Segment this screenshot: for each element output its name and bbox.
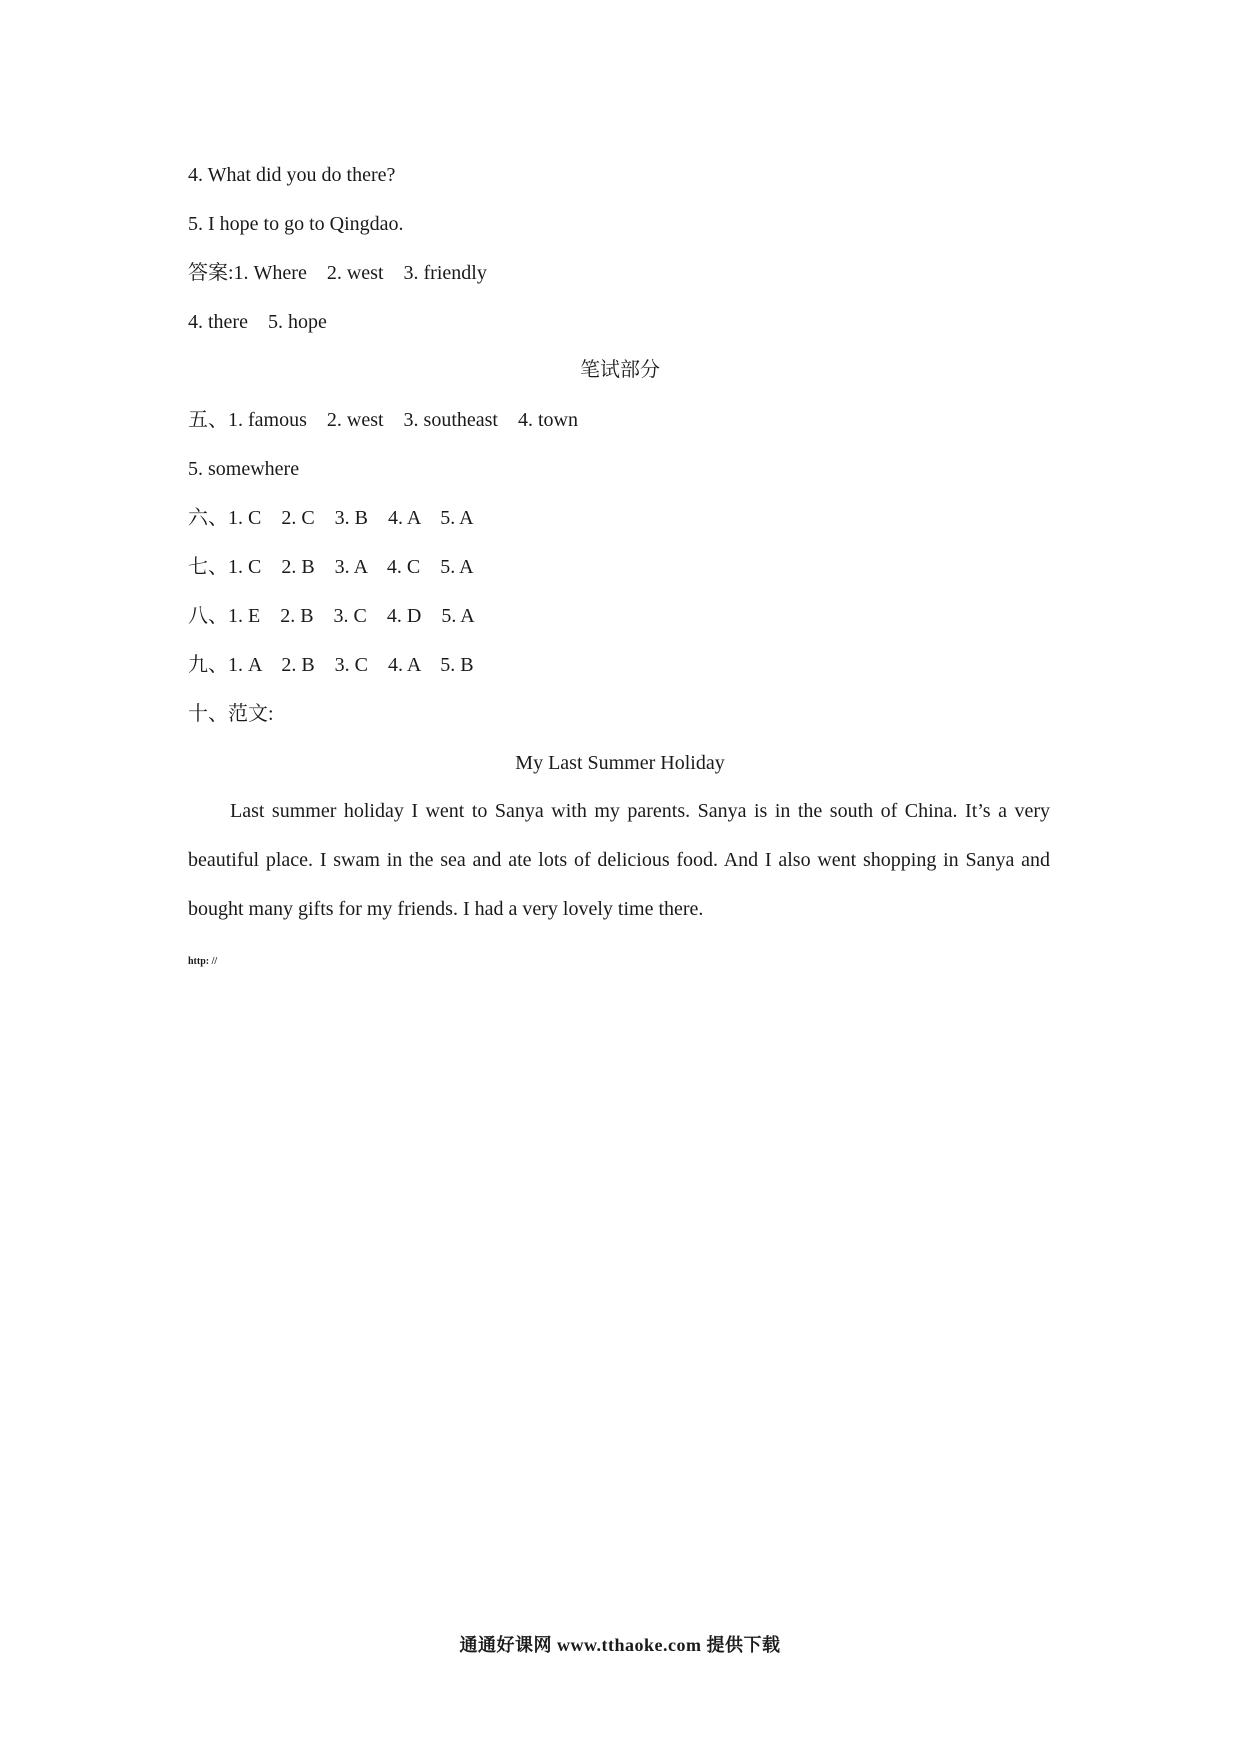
listening-answers-line-1: 答案:1. Where 2. west 3. friendly — [188, 262, 487, 284]
answer-q7: 七、1. C 2. B 3. A 4. C 5. A — [188, 556, 474, 578]
footer-credit: 通通好课网 www.tthaoke.com 提供下载 — [459, 1635, 781, 1655]
written-section-heading: 笔试部分 — [580, 359, 660, 381]
answer-q10-label: 十、范文: — [188, 703, 274, 725]
answer-q5-line-1: 五、1. famous 2. west 3. southeast 4. town — [188, 409, 578, 431]
answer-q8: 八、1. E 2. B 3. C 4. D 5. A — [188, 605, 475, 627]
essay-body: Last summer holiday I went to Sanya with my parents. Sanya is in the south of China. It’s a very beautiful place. I swam in the sea and ate lots of delicious food. And I also went shopping in Sanya and bought many gifts for my friends. I had a very lovely time there. — [188, 800, 1050, 920]
answer-q5-line-2: 5. somewhere — [188, 458, 300, 480]
essay-title: My Last Summer Holiday — [515, 752, 725, 774]
answer-q6: 六、1. C 2. C 3. B 4. A 5. A — [188, 507, 474, 529]
listening-line-5: 5. I hope to go to Qingdao. — [188, 213, 404, 235]
listening-line-4: 4. What did you do there? — [188, 164, 396, 186]
answer-q9: 九、1. A 2. B 3. C 4. A 5. B — [188, 654, 474, 676]
small-link-text: http: // — [188, 956, 218, 967]
listening-answers-line-2: 4. there 5. hope — [188, 311, 327, 333]
